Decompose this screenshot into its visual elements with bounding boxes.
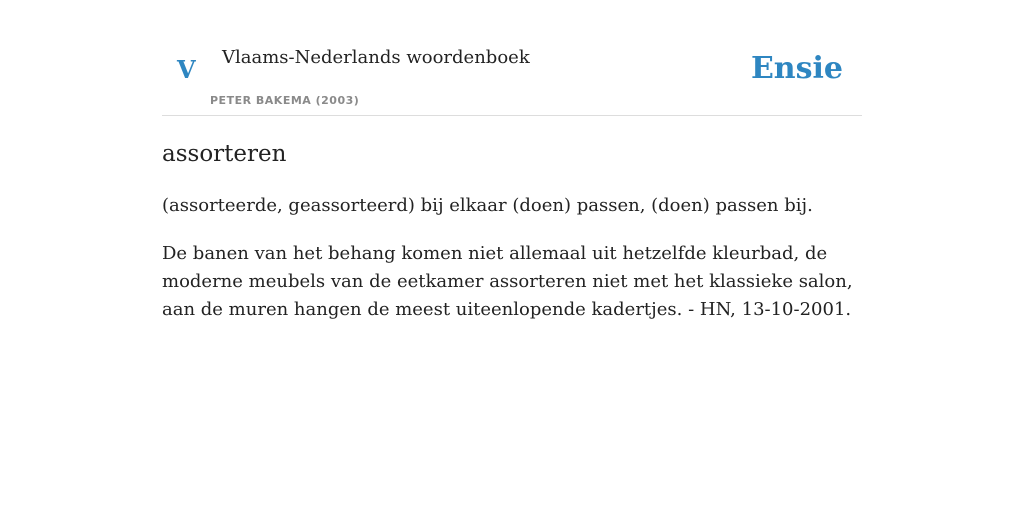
entry-definition: (assorteerde, geassorteerd) bij elkaar (doen) passen, (doen) passen bij. [162, 195, 813, 216]
dictionary-title-link[interactable]: Vlaams-Nederlands woordenboek [222, 47, 530, 68]
entry-headword: assorteren [162, 141, 287, 167]
dictionary-entry-card [162, 0, 862, 320]
dictionary-header [162, 0, 862, 116]
entry-example: De banen van het behang komen niet allemaal uit hetzelfde kleurbad, de moderne meubels van de eetkamer assorteren niet met het klassieke salon, aan de muren hangen de meest uiteenlopende kadertjes. - HN, 13-10-2001. [162, 243, 853, 320]
dictionary-badge-icon: V [177, 55, 196, 84]
dictionary-author: PETER BAKEMA (2003) [210, 94, 360, 107]
ensie-logo-link[interactable]: Ensie [750, 51, 843, 86]
